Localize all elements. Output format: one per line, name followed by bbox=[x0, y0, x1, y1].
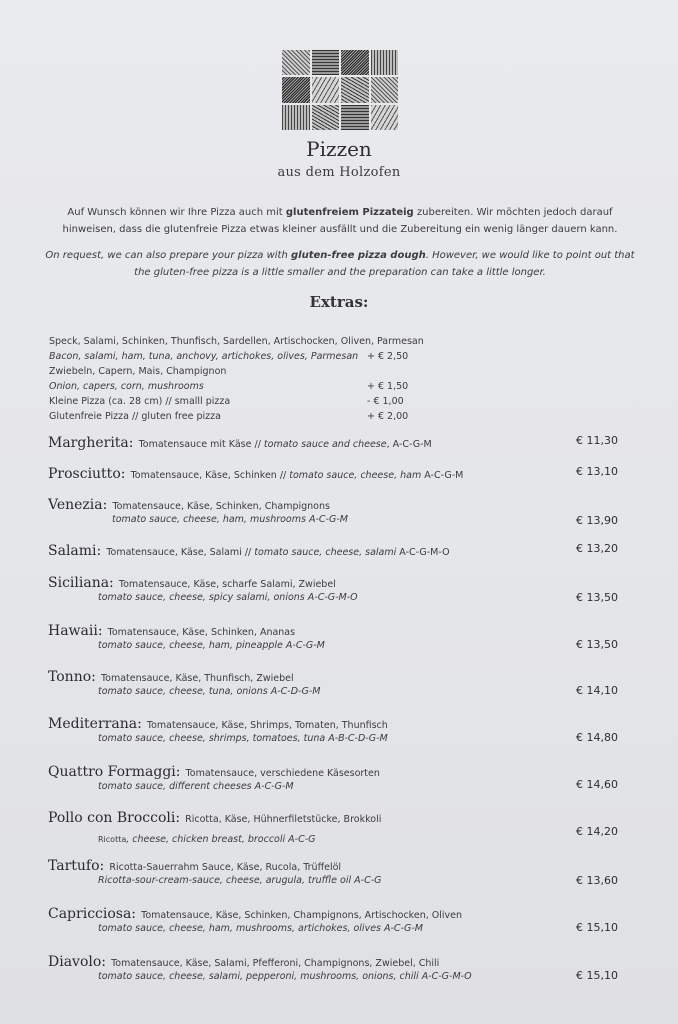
item-price: € 13,50 bbox=[576, 638, 618, 651]
menu-item-quattro-formaggi: Quattro Formaggi: Tomatensauce, verschiedene Käsesorten tomato sauce, different cheeses A-C-G-M € 14,60 bbox=[48, 764, 618, 792]
extras-list bbox=[49, 334, 429, 424]
menu-item-hawaii: Hawaii: Tomatensauce, Käse, Schinken, Ananas tomato sauce, cheese, ham, pineapple A-C-G-M € 13,50 bbox=[48, 623, 618, 651]
extras-row: Glutenfreie Pizza // gluten free pizza + € 2,00 bbox=[49, 411, 409, 422]
item-price: € 15,10 bbox=[576, 921, 618, 934]
menu-item-venezia: Venezia: Tomatensauce, Käse, Schinken, Champignons tomato sauce, cheese, ham, mushrooms A-C-G-M € 13,90 bbox=[48, 497, 618, 527]
menu-item-prosciutto: Prosciutto: Tomatensauce, Käse, Schinken // tomato sauce, cheese, ham A-C-G-M € 13,10 bbox=[48, 465, 618, 482]
page-subtitle: aus dem Holzofen bbox=[277, 165, 401, 180]
page-title: Pizzen bbox=[306, 137, 372, 161]
menu-item-capricciosa: Capricciosa: Tomatensauce, Käse, Schinken, Champignons, Artischocken, Oliven tomato sauce, cheese, ham, mushrooms, artichokes, olives A-C-G-M € 15,10 bbox=[48, 906, 618, 934]
item-price: € 13,60 bbox=[576, 874, 618, 887]
extras-row: Kleine Pizza (ca. 28 cm) // smalll pizza - € 1,00 bbox=[49, 396, 404, 407]
extras-row: Onion, capers, corn, mushrooms + € 1,50 bbox=[49, 381, 409, 392]
menu-item-pollo-con-broccoli: Pollo con Broccoli: Ricotta, Käse, Hühnerfiletstücke, Brokkoli Ricotta, cheese, chicken breast, broccoli A-C-G € 14,20 bbox=[48, 810, 618, 845]
extras-row: Speck, Salami, Schinken, Thunfisch, Sardellen, Artischocken, Oliven, Parmesan bbox=[49, 336, 424, 347]
restaurant-logo bbox=[282, 50, 398, 130]
item-price: € 14,60 bbox=[576, 778, 618, 791]
menu-item-tonno: Tonno: Tomatensauce, Käse, Thunfisch, Zwiebel tomato sauce, cheese, tuna, onions A-C-D-G-M € 14,10 bbox=[48, 669, 618, 697]
menu-item-margherita: Margherita: Tomatensauce mit Käse // tomato sauce and cheese, A-C-G-M € 11,30 bbox=[48, 434, 618, 451]
item-price: € 14,80 bbox=[576, 731, 618, 744]
menu-item-salami: Salami: Tomatensauce, Käse, Salami // tomato sauce, cheese, salami A-C-G-M-O € 13,20 bbox=[48, 542, 618, 559]
item-price: € 13,50 bbox=[576, 591, 618, 604]
extras-heading: Extras: bbox=[309, 293, 369, 311]
item-price: € 15,10 bbox=[576, 969, 618, 982]
extras-row: Zwiebeln, Capern, Mais, Champignon bbox=[49, 366, 227, 377]
item-price: € 14,20 bbox=[576, 825, 618, 838]
menu-item-siciliana: Siciliana: Tomatensauce, Käse, scharfe Salami, Zwiebel tomato sauce, cheese, spicy salami, onions A-C-G-M-O € 13,50 bbox=[48, 575, 618, 604]
item-price: € 11,30 bbox=[576, 434, 618, 447]
item-price: € 13,20 bbox=[576, 542, 618, 555]
item-price: € 14,10 bbox=[576, 684, 618, 697]
item-price: € 13,90 bbox=[576, 514, 618, 527]
extras-row: Bacon, salami, ham, tuna, anchovy, artichokes, olives, Parmesan + € 2,50 bbox=[49, 351, 409, 362]
menu-item-diavolo: Diavolo: Tomatensauce, Käse, Salami, Pfefferoni, Champignons, Zwiebel, Chili tomato sauce, cheese, salami, pepperoni, mushrooms, onions, chili A-C-G-M-O € 15,10 bbox=[48, 954, 618, 982]
menu-item-mediterrana: Mediterrana: Tomatensauce, Käse, Shrimps, Tomaten, Thunfisch tomato sauce, cheese, shrimps, tomatoes, tuna A-B-C-D-G-M € 14,80 bbox=[48, 716, 618, 744]
menu-item-tartufo: Tartufo: Ricotta-Sauerrahm Sauce, Käse, Rucola, Trüffelöl Ricotta-sour-cream-sauce, cheese, arugula, truffle oil A-C-G € 13,60 bbox=[48, 858, 618, 887]
intro-german: Auf Wunsch können wir Ihre Pizza auch mit glutenfreiem Pizzateig zubereiten. Wir möchten jedoch darauf hinweisen, dass die glutenfreie Pizza etwas kleiner ausfällt und die Zubereitung ein wenig länger dauern kann. bbox=[62, 207, 618, 235]
intro-english: On request, we can also prepare your pizza with gluten-free pizza dough. However, we would like to point out that the gluten-free pizza is a little smaller and the preparation can take a little longer. bbox=[45, 250, 635, 278]
item-price: € 13,10 bbox=[576, 465, 618, 478]
